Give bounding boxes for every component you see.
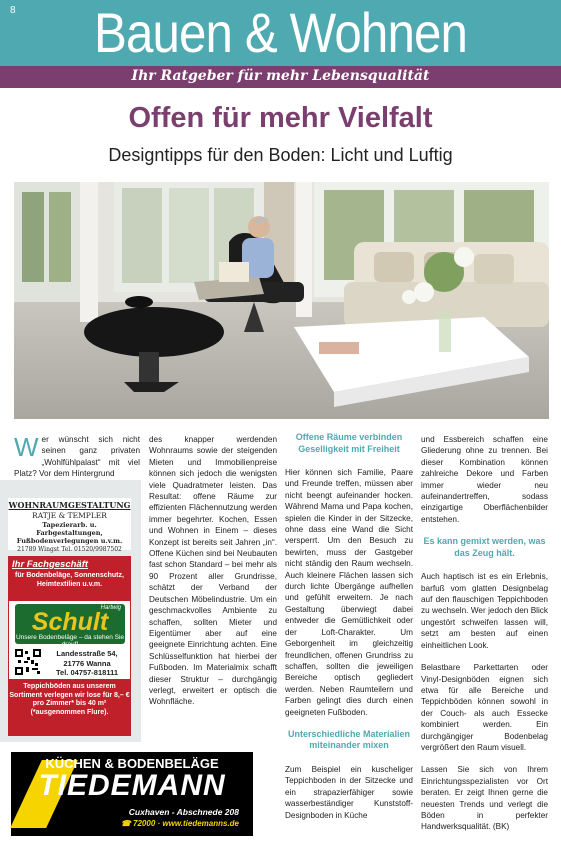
ad-location: Cuxhaven - Abschnede 208 [128,807,239,817]
ad-company-name: RATJE & TEMPLER [32,511,107,520]
tagline-bar [0,66,561,88]
section-subhead: Es kann gemixt werden, was das Zeug hält. [423,536,546,558]
logo-brand: Schult [31,608,109,636]
logo-tagline: Unsere Bodenbeläge – da stehen Sie drauf! [15,634,125,648]
ad-tiedemann[interactable] [11,752,253,836]
ad-schult[interactable] [8,556,131,736]
page-number: 8 [10,5,16,16]
ad-services: Tapezierarb. u. Farbgestaltungen, Fußbodenverlegungen u.v.m. [16,521,123,545]
article-photo [14,182,549,419]
ad-contact: ☎ 72000 · www.tiedemanns.de [120,819,239,828]
section-subhead: Unterschiedliche Materialien miteinander mixen [287,728,411,751]
schult-logo [15,604,125,648]
header-banner [0,0,561,66]
ad-address [45,649,129,678]
ad-ratje-templer[interactable] [8,498,131,553]
body-paragraph: und Essbereich schaffen eine Gliederung ohne zu trennen. Bei dieser Kombination können zahlreiche Dekore und Farben immer wieder neu aufeinandertreffen, sodass einzigartige Oberflächenbilder entstehen. [421,435,548,524]
ad-city: 21776 Wanna [63,658,111,668]
page-title: Bauen & Wohnen [93,1,468,64]
article-subheadline: Designtipps für den Boden: Licht und Luftig [108,145,453,165]
tagline: Ihr Ratgeber für mehr Lebensqualität [131,68,430,84]
body-paragraph: Auch haptisch ist es ein Erlebnis, barfuß vom glatten Designbelag auf den flauschigen Teppichboden zu wechseln. Wer jedoch den Blick ungestört schweifen lassen will, setzt am besten auf einen einheitlichen Look. [421,572,548,650]
article-column-3 [285,432,413,832]
ad-title: WOHNRAUMGESTALTUNG [8,500,131,510]
article-column-1 [14,434,140,480]
ad-line1: KÜCHEN & BODENBELÄGE [45,756,219,771]
article-column-2 [149,434,277,719]
ad-heading: Ihr Fachgeschäft [12,559,89,570]
ad-schult-header [9,557,130,601]
body-paragraph: Zum Beispiel ein kuscheliger Teppichboden in der Sitzecke und ein strapazierfähiger sowie wasserbeständiger Kunststoff-Designboden in Küche [285,764,413,820]
logo-small-text: Hartwig [100,605,121,611]
intro-text: er wünscht sich nicht seinen ganz privaten „Wohlfühlpalast“ mit viel Platz? Vor dem Hintergrund [14,435,140,479]
ad-brand: TIEDEMANN [38,769,226,802]
ad-phone: Tel. 04757-818111 [56,668,118,677]
drop-cap: W [14,432,39,462]
qr-code-icon[interactable] [15,649,41,675]
article-headline: Offen für mehr Vielfalt [128,102,433,134]
ad-contact: 21789 Wingst Tel. 01520/9987502 [17,546,122,553]
ad-services: für Bodenbeläge, Sonnenschutz, Heimtextilien u.v.m. [15,572,124,588]
ad-street: Landesstraße 54, [56,649,118,658]
article-column-4 [421,434,548,844]
body-paragraph: Belastbare Parkettarten oder Vinyl-Designböden eignen sich etwa für alle Bereiche und Teppichböden können sowohl in der Couch- als auch Essecke kombiniert werden. Ein durchgängiger Bodenbelag vergrößert den Raum visuell. [421,663,548,752]
body-paragraph: Hier können sich Familie, Paare und Freunde treffen, müssen aber nicht beengt aufeinander hocken. Während Mama und Papa kochen, spielen die Kinder in der Sitzecke, ohne dass eine Wand die Sicht versperrt. Um den Besuch zu bewirten, muss der Gastgeber nicht ständig den Raum wechseln. Auch kleinere Flächen lassen sich durch lichte Übergänge aufhellen und gefühlt erweitern. Je nach Gestaltung überwiegt dabei entweder die Gemütlichkeit oder der Loft-Charakter. Um Geborgenheit im gleichzeitig freundlichen, offenen Grundriss zu schaffen, sollten die jeweiligen Bereiche optisch gegliedert werden. Neben Raumteilern und Farben gelingt dies durch einen geeigneten Fußboden. [285,468,413,717]
ad-offer: Teppichböden aus unserem Sortiment verlegen wir lose für 8,– € pro Zimmer* bis 40 m² (*ausgenommen Flure). [9,679,130,735]
section-subhead: Offene Räume verbinden Geselligkeit mit Freiheit [295,432,403,454]
body-paragraph: Lassen Sie sich von Ihrem Einrichtungsspezialisten vor Ort beraten. Er zeigt Ihnen gerne die neuesten Trends und verlegt die Böden in perfekter Handwerksqualität. (BK) [421,765,548,832]
body-paragraph: des knapper werdenden Wohnraums sowie der steigenden Mieten und Immobilienpreise können sich jedoch die wenigsten viele Quadratmeter leisten. Das Resultat: offene Räume zur effizienten Flächennutzung werden immer begehrter. Kochen, Essen und Wohnen in Einem – dieses Konzept ist bereits seit Jahren „in“. Offene Küchen sind bei Neubauten fast schon Standard – bei mehr als 90 Prozent aller Grundrisse, schätzt der Verband der Deutschen Möbelindustrie. Um ein geschmackvolles Ambiente zu schaffen, sollten Mieter und Eigentümer aber auf eine geeignete Einrichtung achten. Eine Schlüsselfunktion hat hierbei der Fußboden. Im Materialmix schafft dieser Struktur – durchgängig verlegt, erweitert er optisch die Wohnfläche. [149,435,277,707]
